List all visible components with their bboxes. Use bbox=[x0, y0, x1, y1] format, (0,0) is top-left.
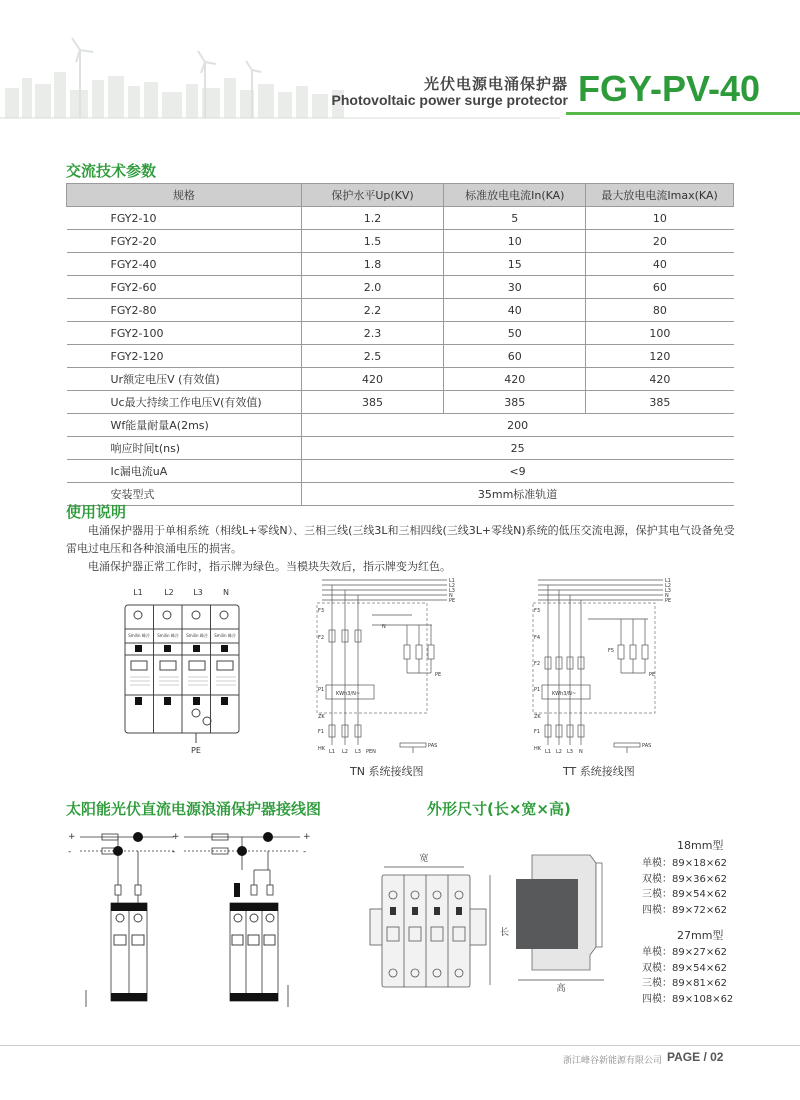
bus-label: L2 bbox=[665, 583, 671, 589]
header-title-cn: 光伏电源电涌保护器 bbox=[423, 75, 568, 93]
bus-label: L3 bbox=[449, 588, 455, 594]
cell-in: 420 bbox=[444, 368, 586, 391]
dim-group-27-list bbox=[642, 945, 733, 1007]
bottom-label: L3 bbox=[567, 749, 573, 755]
cell-spec: Wf能量耐量A(2ms) bbox=[67, 414, 302, 437]
label-hk: HK bbox=[318, 746, 326, 752]
label-f4: F4 bbox=[534, 635, 541, 641]
minus-label: - bbox=[303, 847, 307, 857]
pole-label-l1: L1 bbox=[133, 588, 143, 597]
table-row bbox=[67, 230, 734, 253]
tn-diagram-caption: TN 系统接线图 bbox=[350, 765, 424, 778]
cell-in: 5 bbox=[444, 207, 586, 230]
table-row bbox=[67, 207, 734, 230]
pole-label-l3: L3 bbox=[193, 588, 203, 597]
label-f5: F5 bbox=[608, 648, 615, 654]
bottom-label: L1 bbox=[545, 749, 551, 755]
ac-params-title: 交流技术参数 bbox=[66, 162, 157, 180]
cell-spec: FGY2-120 bbox=[67, 345, 302, 368]
table-row bbox=[67, 276, 734, 299]
cell-spec: Ic漏电流uA bbox=[67, 460, 302, 483]
dim-item: 四模：89×108×62 bbox=[642, 993, 734, 1005]
product-model-title: FGY-PV-40 bbox=[578, 68, 761, 109]
cell-spec: FGY2-40 bbox=[67, 253, 302, 276]
usage-paragraph-1: 电涌保护器用于单相系统（相线L+零线N）、三相三线(三线3L和三相四线(三线3L+零线N)系统的低压交流电源，保护其电气设备免受雷电过电压和各种浪涌电压的损害。 bbox=[66, 524, 735, 555]
column-header: 最大放电电流Imax(KA) bbox=[586, 184, 734, 207]
label-zk: ZK bbox=[534, 714, 541, 720]
dim-item: 三模：89×54×62 bbox=[642, 889, 727, 900]
cell-imax: 120 bbox=[586, 345, 734, 368]
table-row bbox=[67, 414, 734, 437]
label-f2: F2 bbox=[318, 635, 325, 641]
cell-in: 30 bbox=[444, 276, 586, 299]
table-row bbox=[67, 391, 734, 414]
plus-label: + bbox=[172, 832, 180, 842]
bus-label: L3 bbox=[665, 588, 671, 594]
label-pas: PAS bbox=[428, 743, 438, 749]
table-row bbox=[67, 437, 734, 460]
pv-single-wiring-diagram bbox=[66, 825, 176, 1015]
label-f1: F1 bbox=[318, 729, 325, 735]
cell-spec: FGY2-10 bbox=[67, 207, 302, 230]
page-number: PAGE / 02 bbox=[667, 1050, 724, 1064]
dim-item: 四模：89×72×62 bbox=[642, 904, 727, 916]
cell-imax: 100 bbox=[586, 322, 734, 345]
cell-up: 385 bbox=[301, 391, 444, 414]
column-header: 保护水平Up(KV) bbox=[301, 184, 444, 207]
cell-in: 40 bbox=[444, 299, 586, 322]
brand-label: Smilin 峰谷 bbox=[186, 633, 208, 638]
bottom-label: N bbox=[579, 749, 583, 755]
cell-spec: FGY2-100 bbox=[67, 322, 302, 345]
bus-label: N bbox=[449, 593, 453, 599]
table-header-row bbox=[67, 184, 734, 207]
column-header: 标准放电电流In(KA) bbox=[444, 184, 586, 207]
dim-group-18-title: 18mm型 bbox=[677, 839, 724, 852]
cell-spec: 安装型式 bbox=[67, 483, 302, 506]
bottom-label: L1 bbox=[329, 749, 335, 755]
width-label: 宽 bbox=[419, 854, 429, 864]
label-p1: P1 bbox=[534, 687, 541, 693]
table-row bbox=[67, 253, 734, 276]
bus-label: N bbox=[665, 593, 669, 599]
dim-item: 三模：89×81×62 bbox=[642, 978, 727, 989]
cell-imax: 80 bbox=[586, 299, 734, 322]
table-row bbox=[67, 460, 734, 483]
bus-label: L2 bbox=[449, 583, 455, 589]
label-f2: F2 bbox=[534, 661, 541, 667]
cell-up: 2.0 bbox=[301, 276, 444, 299]
dim-item: 单模：89×18×62 bbox=[642, 858, 727, 869]
tt-system-diagram bbox=[528, 575, 688, 755]
label-pe: PE bbox=[435, 672, 442, 678]
label-f1: F1 bbox=[534, 729, 541, 735]
label-p1: P1 bbox=[318, 687, 325, 693]
height-label: 高 bbox=[556, 984, 566, 994]
cell-in: 60 bbox=[444, 345, 586, 368]
pole-label-n: N bbox=[223, 588, 229, 597]
brand-label: Smilin 峰谷 bbox=[128, 633, 150, 638]
label-kwh: KWh3/N~ bbox=[336, 691, 361, 697]
cell-spec: FGY2-60 bbox=[67, 276, 302, 299]
table-row bbox=[67, 483, 734, 506]
cell-up: 1.2 bbox=[301, 207, 444, 230]
header-title-en: Photovoltaic power surge protector bbox=[331, 92, 568, 108]
bottom-label: L2 bbox=[342, 749, 348, 755]
label-zk: ZK bbox=[318, 714, 325, 720]
dimensions-title: 外形尺寸(长×宽×高) bbox=[427, 800, 571, 818]
cell-in: 15 bbox=[444, 253, 586, 276]
footer-company: 浙江峰谷新能源有限公司 bbox=[563, 1056, 663, 1066]
bus-label: PE bbox=[665, 598, 672, 604]
label-kwh: KWh3/N~ bbox=[552, 691, 577, 697]
label-pe: PE bbox=[649, 672, 656, 678]
cell-up: 1.8 bbox=[301, 253, 444, 276]
label-f3: F3 bbox=[534, 608, 541, 614]
cell-up: 420 bbox=[301, 368, 444, 391]
cell-imax: 385 bbox=[586, 391, 734, 414]
cell-imax: 20 bbox=[586, 230, 734, 253]
cell-value: 200 bbox=[301, 414, 733, 437]
cell-spec: 响应时间t(ns) bbox=[67, 437, 302, 460]
cell-in: 10 bbox=[444, 230, 586, 253]
header-accent-line bbox=[566, 112, 800, 115]
plus-label: + bbox=[303, 832, 311, 842]
usage-paragraph-2: 电涌保护器正常工作时，指示牌为绿色。当模块失效后，指示牌变为红色。 bbox=[88, 560, 451, 573]
plus-label: + bbox=[68, 832, 76, 842]
cell-spec: Uc最大持续工作电压V(有效值) bbox=[67, 391, 302, 414]
table-row bbox=[67, 368, 734, 391]
label-hk: HK bbox=[534, 746, 542, 752]
cell-imax: 60 bbox=[586, 276, 734, 299]
label-pas: PAS bbox=[642, 743, 652, 749]
four-pole-spd-drawing bbox=[110, 585, 260, 755]
cell-up: 1.5 bbox=[301, 230, 444, 253]
dim-item: 双模：89×54×62 bbox=[642, 962, 727, 974]
length-label: 长 bbox=[500, 928, 510, 938]
pole-label-l2: L2 bbox=[164, 588, 174, 597]
bottom-label: PEN bbox=[366, 749, 376, 755]
dim-group-18-list bbox=[642, 856, 727, 918]
bus-label: L1 bbox=[665, 578, 671, 584]
cell-imax: 40 bbox=[586, 253, 734, 276]
column-header: 规格 bbox=[67, 184, 302, 207]
cell-spec: FGY2-20 bbox=[67, 230, 302, 253]
cell-value: 25 bbox=[301, 437, 733, 460]
tt-diagram-caption: TT 系统接线图 bbox=[563, 765, 635, 778]
label-f3: F3 bbox=[318, 608, 325, 614]
cell-up: 2.3 bbox=[301, 322, 444, 345]
cell-value: <9 bbox=[301, 460, 733, 483]
cell-in: 385 bbox=[444, 391, 586, 414]
cell-imax: 10 bbox=[586, 207, 734, 230]
dim-item: 双模：89×36×62 bbox=[642, 873, 727, 885]
cell-imax: 420 bbox=[586, 368, 734, 391]
cell-spec: FGY2-80 bbox=[67, 299, 302, 322]
bottom-label: L2 bbox=[556, 749, 562, 755]
cell-in: 50 bbox=[444, 322, 586, 345]
side-dimension-drawing bbox=[510, 845, 620, 1005]
bus-label: L1 bbox=[449, 578, 455, 584]
usage-title: 使用说明 bbox=[66, 503, 127, 521]
front-dimension-drawing bbox=[364, 845, 514, 1005]
footer-divider bbox=[0, 1045, 800, 1046]
ac-params-table bbox=[66, 183, 734, 506]
cell-up: 2.5 bbox=[301, 345, 444, 368]
brand-label: Smilin 峰谷 bbox=[214, 633, 236, 638]
pv-triple-wiring-diagram bbox=[170, 825, 320, 1015]
table-row bbox=[67, 322, 734, 345]
brand-label: Smilin 峰谷 bbox=[157, 633, 179, 638]
bottom-label: L3 bbox=[355, 749, 361, 755]
table-row bbox=[67, 345, 734, 368]
tn-system-diagram bbox=[312, 575, 472, 755]
minus-label: - bbox=[172, 847, 176, 857]
minus-label: - bbox=[68, 847, 72, 857]
label-n: N bbox=[382, 624, 386, 630]
dim-group-27-title: 27mm型 bbox=[677, 929, 724, 942]
dim-item: 单模：89×27×62 bbox=[642, 947, 727, 958]
pe-label: PE bbox=[191, 746, 201, 755]
cell-spec: Ur额定电压V (有效值) bbox=[67, 368, 302, 391]
bus-label: PE bbox=[449, 598, 456, 604]
cell-up: 2.2 bbox=[301, 299, 444, 322]
pv-wiring-title: 太阳能光伏直流电源浪涌保护器接线图 bbox=[66, 800, 322, 818]
cell-value: 35mm标准轨道 bbox=[301, 483, 733, 506]
table-row bbox=[67, 299, 734, 322]
